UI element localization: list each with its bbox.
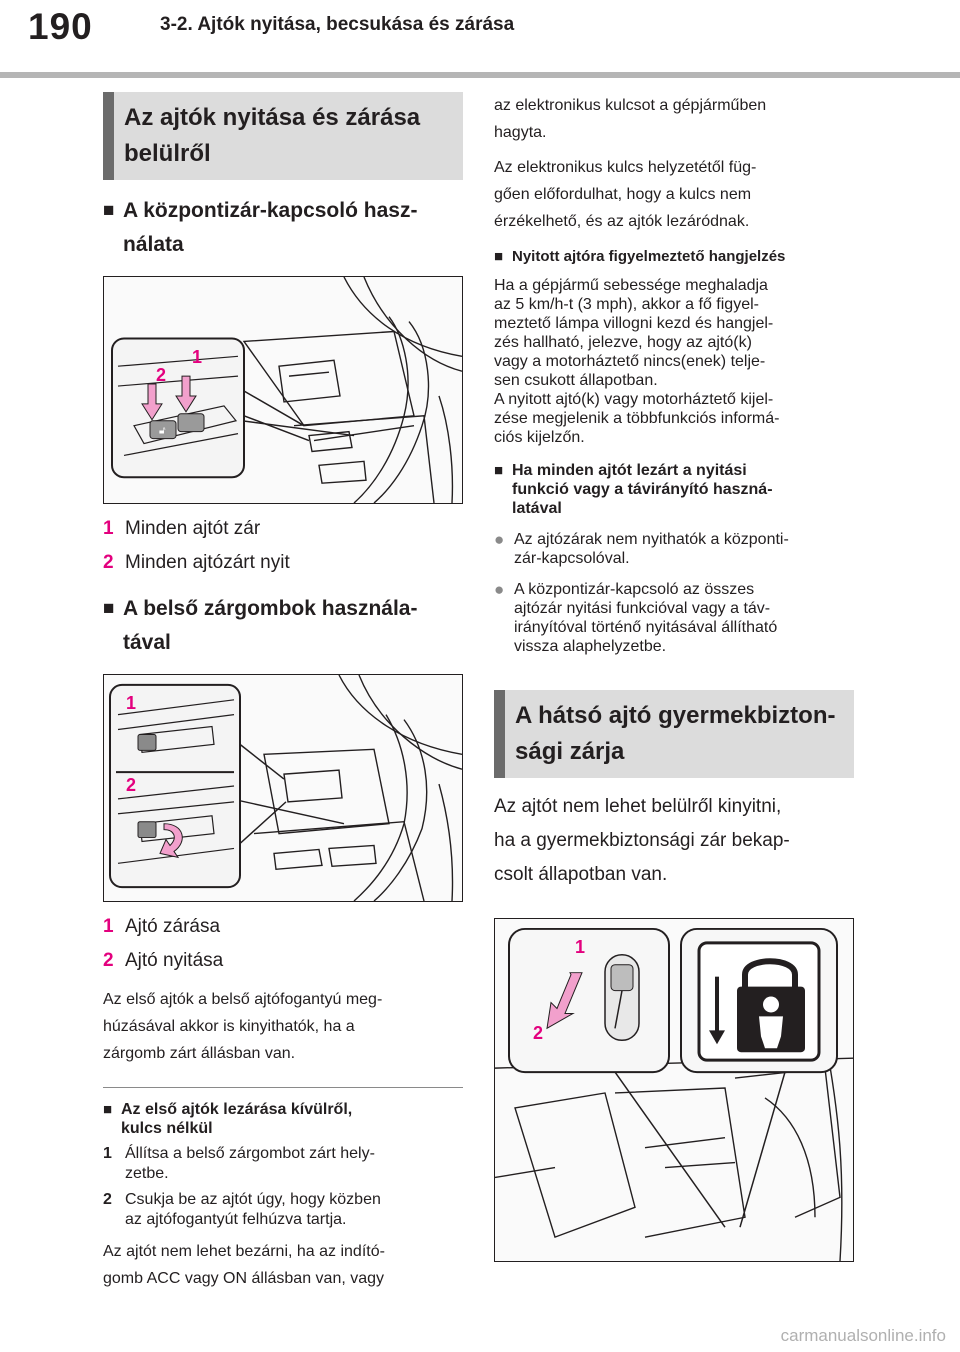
subheading-line: kulcs nélkül [121,1120,213,1137]
paragraph-line: Az ajtót nem lehet belülről kinyitni, [494,796,782,817]
list-text: Ajtó zárása [125,916,221,937]
paragraph-line: sen csukott állapotban. [494,372,658,389]
list-number: 2 [103,950,114,971]
child-lock-heading-wrap [494,690,854,778]
paragraph-line: ciós kijelzőn. [494,429,585,446]
page-number: 190 [28,6,93,47]
figure-label-2: 2 [533,1023,544,1043]
header-rule [0,72,960,78]
section-heading-box [103,92,463,180]
subheading-line: Az első ajtók lezárása kívülről, [121,1101,353,1118]
subheading-line: Ha minden ajtót lezárt a nyitási [512,462,747,479]
list-number: 2 [103,552,114,573]
subheading-open-door-warning [494,247,854,266]
step-line: az ajtófogantyút felhúzva tartja. [125,1211,347,1228]
figure-inside-lock-knob [103,674,463,902]
list-item [103,910,463,944]
paragraph-warning-buzzer [494,276,854,447]
bullet-line: zár-kapcsolóval. [514,550,630,567]
step-number: 1 [103,1145,112,1162]
paragraph-line: gően előfordulhat, hogy a kulcs nem [494,186,752,203]
paragraph-line: az 5 km/h-t (3 mph), akkor a fő figyel- [494,296,759,313]
bullet-item [494,530,854,568]
section-divider [103,1087,463,1088]
square-bullet-icon: ■ [103,1101,113,1118]
list-item [103,944,463,978]
round-bullet-icon: ● [494,530,505,549]
paragraph-line: zése megjelenik a többfunkciós informá- [494,410,780,427]
subheading-central-lock [103,194,463,262]
paragraph-line: az elektronikus kulcsot a gépjárműben [494,97,767,114]
paragraph-key-position [494,154,854,235]
svg-text:🔓︎: 🔓︎ [159,425,166,437]
list-text: Minden ajtózárt nyit [125,552,290,573]
subheading-line: latával [512,500,562,517]
list-item [103,512,463,546]
paragraph-line: hagyta. [494,124,547,141]
paragraph-line: zárgomb zárt állásban van. [103,1045,296,1062]
figure-label-2: 2 [156,365,167,385]
subheading-line: tával [123,631,171,654]
section-heading-line: Az ajtók nyitása és zárása [124,104,421,131]
paragraph-line: Az ajtót nem lehet bezárni, ha az indító- [103,1243,385,1260]
list-item [103,546,463,580]
paragraph-line: meztető lámpa villogni kezd és hangjel- [494,315,774,332]
figure-label-2: 2 [126,775,137,795]
page-header [0,0,960,78]
figure-central-lock-switch [103,276,463,504]
paragraph-line: érzékelhető, és az ajtók lezáródnak. [494,213,750,230]
bullet-line: Az ajtózárak nem nyithatók a központi- [514,531,789,548]
bullet-line: A központizár-kapcsoló az összes [514,581,755,598]
list-number: 1 [103,916,114,937]
watermark: carmanualsonline.info [780,1326,946,1345]
step-line: Csukja be az ajtót úgy, hogy közben [125,1191,381,1208]
paragraph-line: Az elektronikus kulcs helyzetétől füg- [494,159,757,176]
subheading-line: A belső zárgombok használa- [123,597,418,620]
paragraph-line: zés hallható, jelezve, hogy az ajtó(k) [494,334,752,351]
section-heading-line: belülről [124,140,211,167]
subheading-line: funkció vagy a távirányító haszná- [512,481,773,498]
subheading-locked-all-doors [494,461,854,518]
square-bullet-icon: ■ [494,462,504,479]
list-central-lock [103,512,463,580]
bullet-line: ajtózár nyitási funkcióval vagy a táv- [514,600,771,617]
paragraph-continued [494,92,854,146]
paragraph-child-lock [494,790,854,892]
square-bullet-icon: ■ [103,200,115,221]
paragraph-line: A nyitott ajtó(k) vagy motorháztető kijel- [494,391,774,408]
step-item [103,1144,463,1184]
section-heading-line: sági zárja [515,738,625,765]
list-number: 1 [103,518,114,539]
step-line: Állítsa a belső zárgombot zárt hely- [125,1145,375,1162]
subheading-inside-lock [103,592,463,660]
right-column [494,92,854,1262]
figure-child-lock [494,918,854,1262]
paragraph-line: gomb ACC vagy ON állásban van, vagy [103,1270,385,1287]
section-heading-box [494,690,854,778]
round-bullet-icon: ● [494,580,505,599]
square-bullet-icon: ■ [103,598,115,619]
step-item [103,1190,463,1230]
left-column [103,92,463,1292]
paragraph-line: húzásával akkor is kinyithatók, ha a [103,1018,355,1035]
list-text: Ajtó nyitása [125,950,224,971]
paragraph-line: vagy a motorháztető nincs(enek) telje- [494,353,766,370]
figure-label-1: 1 [126,693,137,713]
step-number: 2 [103,1191,112,1208]
bullet-item [494,580,854,656]
figure-label-1: 1 [192,347,203,367]
bullet-line: vissza alaphelyzetbe. [514,638,667,655]
square-bullet-icon: ■ [494,248,504,265]
step-line: zetbe. [125,1165,169,1182]
subheading-line: nálata [123,233,184,256]
paragraph-line: ha a gyermekbiztonsági zár bekap- [494,830,790,851]
paragraph-line: Ha a gépjármű sebessége meghaladja [494,277,768,294]
paragraph-line: Az első ajtók a belső ajtófogantyú meg- [103,991,383,1008]
section-heading-line: A hátsó ajtó gyermekbizton- [515,702,836,729]
paragraph-ignition-note [103,1238,463,1292]
section-title: 3-2. Ajtók nyitása, becsukása és zárása [160,14,515,35]
paragraph-line: csolt állapotban van. [494,864,668,885]
subheading-lock-without-key [103,1100,463,1138]
bullet-line: irányítóval történő nyitásával állítható [514,619,778,636]
list-inside-lock [103,910,463,978]
subheading-line: Nyitott ajtóra figyelmeztető hangjelzés [512,248,786,265]
figure-label-1: 1 [575,937,586,957]
list-text: Minden ajtót zár [125,518,261,539]
subheading-line: A központizár-kapcsoló hasz- [123,199,418,222]
paragraph-front-doors [103,986,463,1067]
